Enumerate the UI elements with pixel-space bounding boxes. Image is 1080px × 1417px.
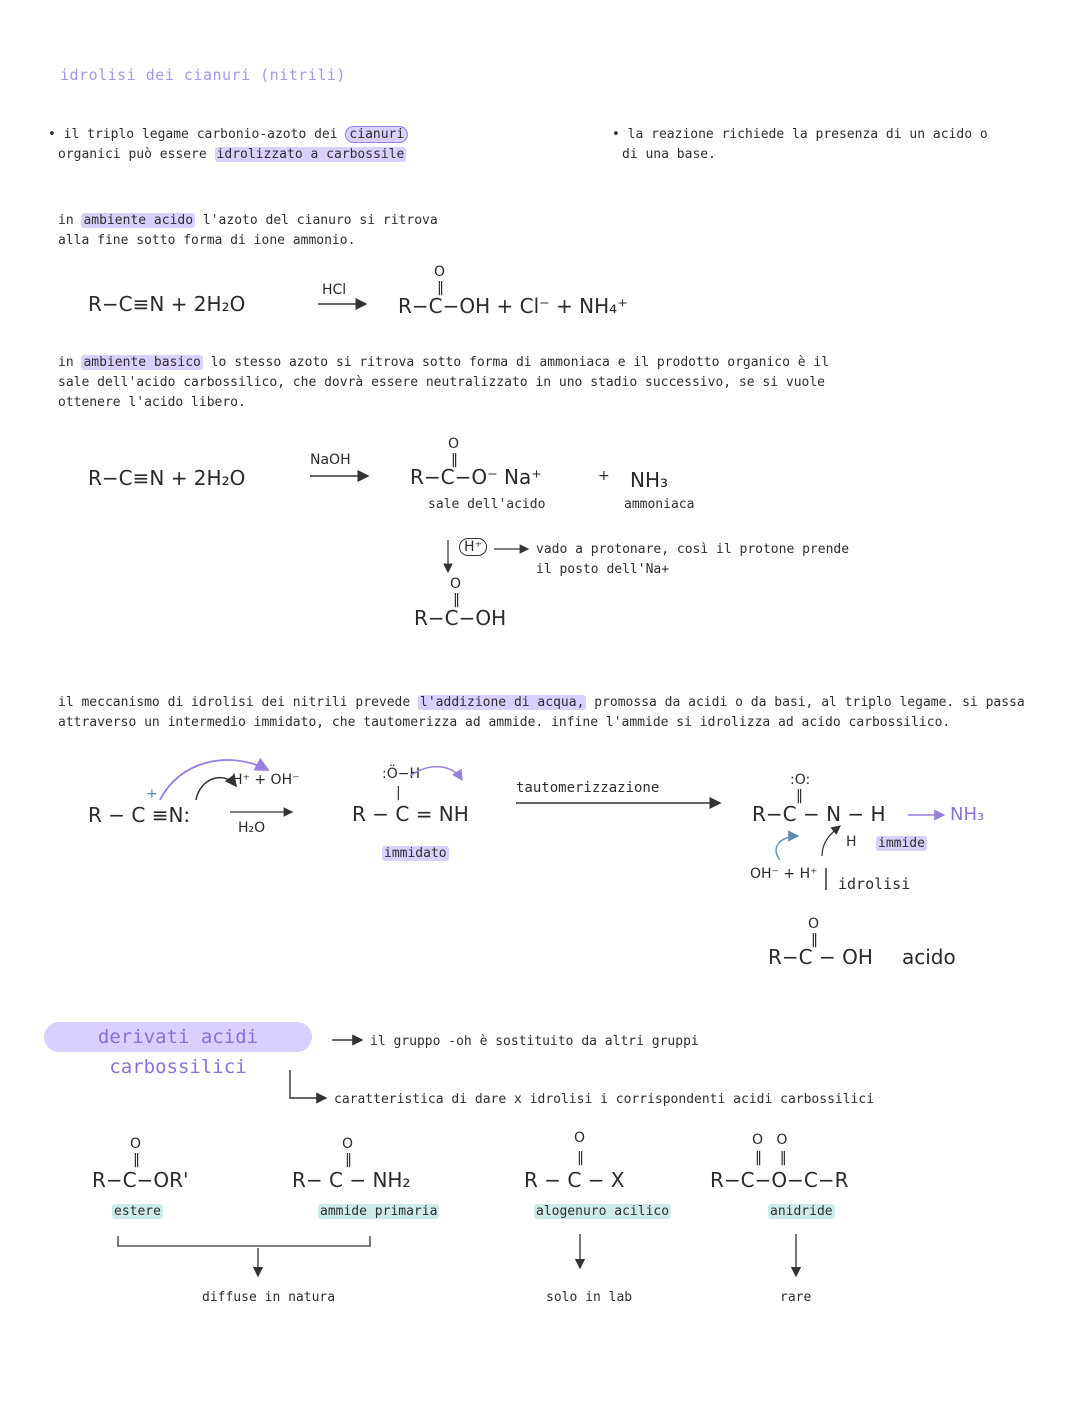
mechanism-reagents-bottom: H₂O	[238, 820, 266, 836]
anhydride-formula: R−C−O−C−R	[710, 1168, 849, 1192]
ammonia-label: ammoniaca	[624, 497, 695, 512]
acyl-halide-double-bond: ‖	[577, 1150, 584, 1166]
acid-reactants: R−C≡N + 2H₂O	[88, 292, 246, 316]
anhydride-double-bonds: ‖ ‖	[755, 1150, 787, 1166]
proton-note-line2: il posto dell'Na+	[536, 562, 670, 577]
basic-product: R−C−O⁻ Na⁺	[410, 465, 542, 489]
intro-bullet-right-line1: • la reazione richiede la presenza di un acido o	[612, 127, 988, 142]
imidate-top: :Ö−H	[382, 766, 420, 782]
curved-arrow-nh	[822, 826, 840, 856]
mechanism-text-line1: il meccanismo di idrolisi dei nitrili prevede l'addizione di acqua, promossa da acidi o da basi, al triplo legame. si passa	[58, 695, 1025, 710]
anhydride-oxygens: O O	[752, 1132, 788, 1148]
acid-reagent: HCl	[322, 282, 347, 298]
basic-plus: +	[598, 468, 610, 484]
rare-label: rare	[780, 1290, 812, 1305]
acyl-halide-label: alogenuro acilico	[536, 1204, 670, 1219]
amide-h: H	[846, 834, 857, 850]
nh3-out: NH₃	[950, 804, 985, 825]
acid-product-oxygen: O	[434, 264, 446, 280]
final-acid-oxygen: O	[808, 916, 820, 932]
proton-note-line1: vado a protonare, così il protone prende	[536, 542, 850, 557]
mechanism-text-line2: attraverso un intermedio immidato, che tautomerizza ad ammide. infine l'ammide si idrolizza ad acido carbossilico.	[58, 715, 951, 730]
derivatives-note2-arrow	[290, 1070, 326, 1098]
nitrile: R − C ≡N:	[88, 803, 191, 827]
imidate: R − C = NH	[352, 802, 469, 826]
acid-product: R−C−OH + Cl⁻ + NH₄⁺	[398, 294, 628, 318]
basic-product-double-bond: ‖	[451, 452, 458, 468]
basic-reagent: NaOH	[310, 452, 351, 468]
ester-formula: R−C−OR'	[92, 1168, 189, 1192]
natural-bracket	[118, 1236, 370, 1246]
natural-label: diffuse in natura	[202, 1290, 336, 1305]
free-acid-double-bond: ‖	[453, 592, 460, 608]
intro-bullet-left-line2: organici può essere idrolizzato a carbossile	[58, 147, 405, 162]
curved-arrow-imidate	[410, 767, 462, 780]
proton-circle: H⁺	[459, 538, 487, 556]
curved-arrow-attack	[160, 760, 268, 800]
hydrolysis-reagents: OH⁻ + H⁺	[750, 866, 818, 882]
intro-bullet-right-line2: di una base.	[622, 147, 716, 162]
hydrolysis-label: idrolisi	[838, 875, 911, 893]
amide: R−C − N − H	[752, 802, 886, 826]
ester-oxygen: O	[130, 1136, 142, 1152]
amide-double-bond: ‖	[796, 788, 803, 804]
basic-text-line1: in ambiente basico lo stesso azoto si ritrova sotto forma di ammoniaca e il prodotto organico è il	[58, 355, 830, 370]
basic-text-line2: sale dell'acido carbossilico, che dovrà essere neutralizzato in uno stadio successivo, se si vuole	[58, 375, 826, 390]
free-acid: R−C−OH	[414, 606, 507, 630]
basic-reactants: R−C≡N + 2H₂O	[88, 466, 246, 490]
page-title: idrolisi dei cianuri (nitrili)	[60, 66, 346, 84]
imidate-label: immidato	[384, 846, 447, 861]
derivatives-heading: derivati acidi carbossilici	[44, 1022, 312, 1052]
nitrile-plus-charge: +	[146, 786, 158, 802]
acid-text-line2: alla fine sotto forma di ione ammonio.	[58, 233, 356, 248]
final-acid-double-bond: ‖	[811, 932, 818, 948]
basic-nh3: NH₃	[630, 468, 669, 492]
basic-product-oxygen: O	[448, 436, 460, 452]
amide-primary-oxygen: O	[342, 1136, 354, 1152]
free-acid-oxygen: O	[450, 576, 462, 592]
derivatives-note2: caratteristica di dare x idrolisi i corrispondenti acidi carbossilici	[334, 1092, 875, 1107]
final-acid-label: acido	[902, 945, 956, 969]
amide-label: immide	[878, 836, 925, 851]
amide-primary-double-bond: ‖	[345, 1152, 352, 1168]
mechanism-reagents-top: H⁺ + OH⁻	[232, 772, 300, 788]
amide-primary-label: ammide primaria	[320, 1204, 438, 1219]
acyl-halide-formula: R − C − X	[524, 1168, 625, 1192]
salt-label: sale dell'acido	[428, 497, 546, 512]
curved-arrow-hydrolysis	[776, 836, 798, 860]
imidate-bar: |	[396, 785, 401, 801]
anhydride-label: anidride	[770, 1204, 833, 1219]
intro-bullet-left-line1: • il triplo legame carbonio-azoto dei cianuri	[48, 125, 408, 145]
ester-label: estere	[114, 1204, 161, 1219]
final-acid: R−C − OH	[768, 945, 873, 969]
amide-primary-formula: R− C − NH₂	[292, 1168, 411, 1192]
amide-top: :O:	[790, 772, 811, 788]
tautomerization-label: tautomerizzazione	[516, 780, 660, 796]
basic-text-line3: ottenere l'acido libero.	[58, 395, 246, 410]
acid-product-double-bond: ‖	[437, 280, 444, 296]
acyl-halide-oxygen: O	[574, 1130, 586, 1146]
curved-arrow-proton	[196, 778, 236, 800]
acid-text-line1: in ambiente acido l'azoto del cianuro si ritrova	[58, 213, 438, 228]
derivatives-note1: il gruppo -oh è sostituito da altri gruppi	[370, 1034, 699, 1049]
ester-double-bond: ‖	[133, 1152, 140, 1168]
lab-label: solo in lab	[546, 1290, 633, 1305]
cianuri-highlight: cianuri	[345, 126, 408, 143]
